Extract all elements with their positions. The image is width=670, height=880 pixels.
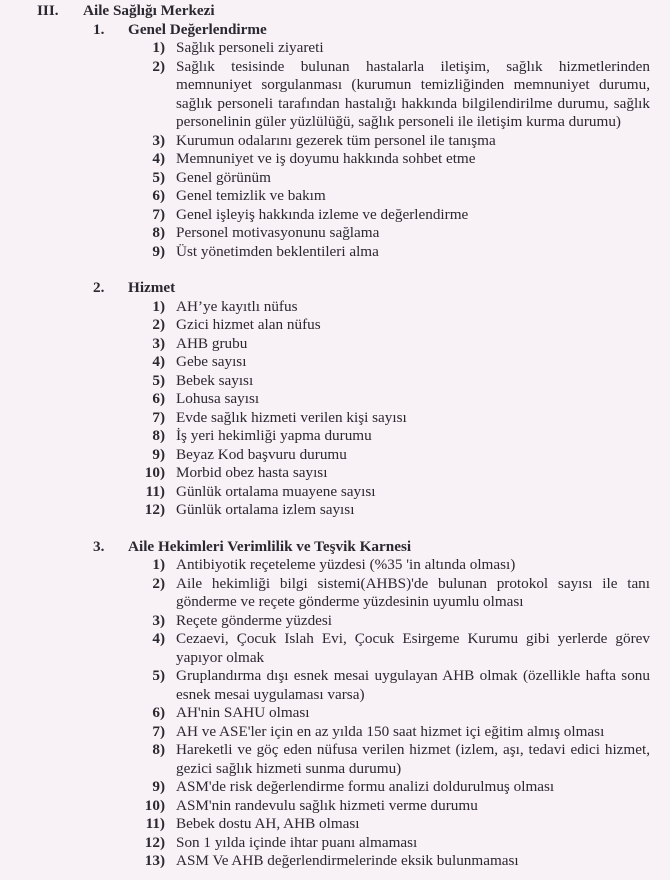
section-number: 1.	[93, 20, 105, 38]
item-number: 8)	[152, 427, 165, 444]
list-item	[0, 58, 670, 132]
item-number: 10)	[144, 796, 165, 814]
item-text: Cezaevi, Çocuk Islah Evi, Çocuk Esirgeme Kurumu gibi yerlerde görev yapıyor olmak	[176, 630, 650, 666]
section-number: 3.	[93, 537, 105, 555]
part-number: III.	[37, 2, 59, 19]
item-text: Bebek dostu AH, AHB olması	[176, 815, 360, 832]
item-number: 1)	[152, 556, 165, 573]
list-item	[0, 169, 670, 188]
list-item	[0, 353, 670, 372]
list-item	[0, 741, 670, 778]
item-list	[0, 556, 670, 871]
section-heading	[0, 21, 670, 40]
item-number: 6)	[152, 187, 165, 204]
item-text: Son 1 yılda içinde ihtar puanı almaması	[176, 833, 418, 851]
item-text: Personel motivasyonunu sağlama	[176, 224, 380, 241]
item-text: Memnuniyet ve iş doyumu hakkında sohbet etme	[176, 150, 476, 167]
item-number: 4)	[152, 353, 165, 370]
list-item	[0, 630, 670, 667]
list-item	[0, 723, 670, 742]
item-list	[0, 298, 670, 520]
item-text: Sağlık personeli ziyareti	[176, 39, 324, 56]
item-text: İş yeri hekimliği yapma durumu	[176, 427, 372, 444]
item-number: 3)	[152, 131, 165, 149]
document-page	[0, 2, 670, 871]
item-text: Beyaz Kod başvuru durumu	[176, 445, 347, 463]
item-text: Antibiyotik reçeteleme yüzdesi (%35 'in altında olması)	[176, 556, 516, 573]
list-item	[0, 150, 670, 169]
list-item	[0, 815, 670, 834]
section-2	[0, 279, 670, 520]
section-1	[0, 21, 670, 262]
list-item	[0, 372, 670, 391]
item-number: 9)	[152, 242, 165, 260]
list-item	[0, 187, 670, 206]
section-heading	[0, 538, 670, 557]
item-text: Bebek sayısı	[176, 371, 254, 389]
item-number: 3)	[152, 611, 165, 629]
item-list	[0, 39, 670, 261]
list-item	[0, 298, 670, 317]
item-number: 7)	[152, 205, 165, 223]
section-spacer	[0, 520, 670, 538]
item-text: Genel işleyiş hakkında izleme ve değerlendirme	[176, 205, 469, 223]
item-text: Reçete gönderme yüzdesi	[176, 611, 333, 629]
item-text: AH ve ASE'ler için en az yılda 150 saat hizmet içi eğitim almış olması	[176, 722, 605, 740]
item-text: Evde sağlık hizmeti verilen kişi sayısı	[176, 408, 407, 426]
section-title: Aile Hekimleri Verimlilik ve Teşvik Karnesi	[128, 537, 412, 555]
item-text: AH'nin SAHU olması	[176, 704, 310, 721]
item-text: AH’ye kayıtlı nüfus	[176, 297, 298, 315]
item-text: Morbid obez hasta sayısı	[176, 464, 328, 481]
section-spacer	[0, 261, 670, 279]
list-item	[0, 409, 670, 428]
item-number: 11)	[145, 815, 165, 832]
item-number: 12)	[144, 501, 165, 518]
item-number: 6)	[152, 704, 165, 721]
item-text: ASM Ve AHB değerlendirmelerinde eksik bulunmaması	[176, 852, 519, 869]
item-number: 8)	[152, 741, 165, 758]
item-text: Kurumun odalarını gezerek tüm personel ile tanışma	[176, 131, 496, 149]
item-number: 11)	[145, 482, 165, 500]
item-text: Gebe sayısı	[176, 353, 247, 370]
item-text: AHB grubu	[176, 334, 248, 352]
list-item	[0, 834, 670, 853]
item-text: Sağlık tesisinde bulunan hastalarla iletişim, sağlık hizmetlerinden memnuniyet sorgulanması (kurumun temizliğinden memnuniyet durumu, sağlık personeli tarafından hastalığı hakkında bilgilendirilme durumu, sağlık personelinin güler yüzlülüğü, sağlık personeli ile iletişim kurma durumu)	[176, 57, 650, 130]
item-text: Genel temizlik ve bakım	[176, 187, 326, 204]
item-number: 5)	[152, 168, 165, 186]
section-number: 2.	[93, 279, 105, 296]
list-item	[0, 852, 670, 871]
list-item	[0, 778, 670, 797]
list-item	[0, 224, 670, 243]
list-item	[0, 575, 670, 612]
item-text: Günlük ortalama muayene sayısı	[176, 482, 376, 500]
list-item	[0, 483, 670, 502]
list-item	[0, 446, 670, 465]
item-number: 4)	[152, 630, 165, 647]
item-number: 6)	[152, 390, 165, 407]
item-number: 4)	[152, 150, 165, 167]
list-item	[0, 243, 670, 262]
item-number: 12)	[144, 833, 165, 851]
list-item	[0, 390, 670, 409]
list-item	[0, 39, 670, 58]
item-number: 1)	[152, 39, 165, 56]
item-text: Hareketli ve göç eden nüfusa verilen hizmet (izlem, aşı, tedavi edici hizmet, gezici sağlık hizmeti sunma durumu)	[176, 741, 650, 777]
item-number: 9)	[152, 445, 165, 463]
section-3	[0, 538, 670, 871]
section-heading	[0, 279, 670, 298]
item-number: 7)	[152, 408, 165, 426]
list-item	[0, 316, 670, 335]
list-item	[0, 132, 670, 151]
sections-container	[0, 21, 670, 871]
item-number: 2)	[152, 57, 165, 75]
item-number: 5)	[152, 371, 165, 389]
item-text: Günlük ortalama izlem sayısı	[176, 501, 355, 518]
item-text: Gruplandırma dışı esnek mesai uygulayan AHB olmak (özellikle hafta sonu esnek mesai uygulaması varsa)	[176, 667, 650, 703]
item-text: Üst yönetimden beklentileri alma	[176, 242, 379, 260]
list-item	[0, 797, 670, 816]
item-number: 2)	[152, 316, 165, 333]
list-item	[0, 335, 670, 354]
item-text: Gzici hizmet alan nüfus	[176, 316, 321, 333]
item-text: Lohusa sayısı	[176, 390, 260, 407]
item-text: ASM'nin randevulu sağlık hizmeti verme durumu	[176, 796, 478, 814]
list-item	[0, 501, 670, 520]
item-number: 7)	[152, 722, 165, 740]
list-item	[0, 427, 670, 446]
list-item	[0, 556, 670, 575]
item-text: Genel görünüm	[176, 168, 271, 186]
item-text: ASM'de risk değerlendirme formu analizi doldurulmuş olması	[176, 778, 555, 795]
list-item	[0, 667, 670, 704]
list-item	[0, 464, 670, 483]
list-item	[0, 704, 670, 723]
part-title: Aile Sağlığı Merkezi	[83, 2, 215, 19]
item-number: 5)	[152, 667, 165, 684]
section-title: Hizmet	[128, 279, 176, 296]
item-number: 3)	[152, 334, 165, 352]
item-number: 9)	[152, 778, 165, 795]
item-number: 10)	[144, 464, 165, 481]
part-heading	[0, 2, 670, 21]
section-title: Genel Değerlendirme	[128, 20, 267, 38]
item-number: 8)	[152, 224, 165, 241]
item-number: 13)	[144, 852, 165, 869]
item-number: 1)	[152, 297, 165, 315]
item-text: Aile hekimliği bilgi sistemi(AHBS)'de bulunan protokol sayısı ile tanı gönderme ve reçete gönderme yüzdesinin uyumlu olması	[176, 574, 650, 610]
list-item	[0, 612, 670, 631]
list-item	[0, 206, 670, 225]
item-number: 2)	[152, 574, 165, 592]
